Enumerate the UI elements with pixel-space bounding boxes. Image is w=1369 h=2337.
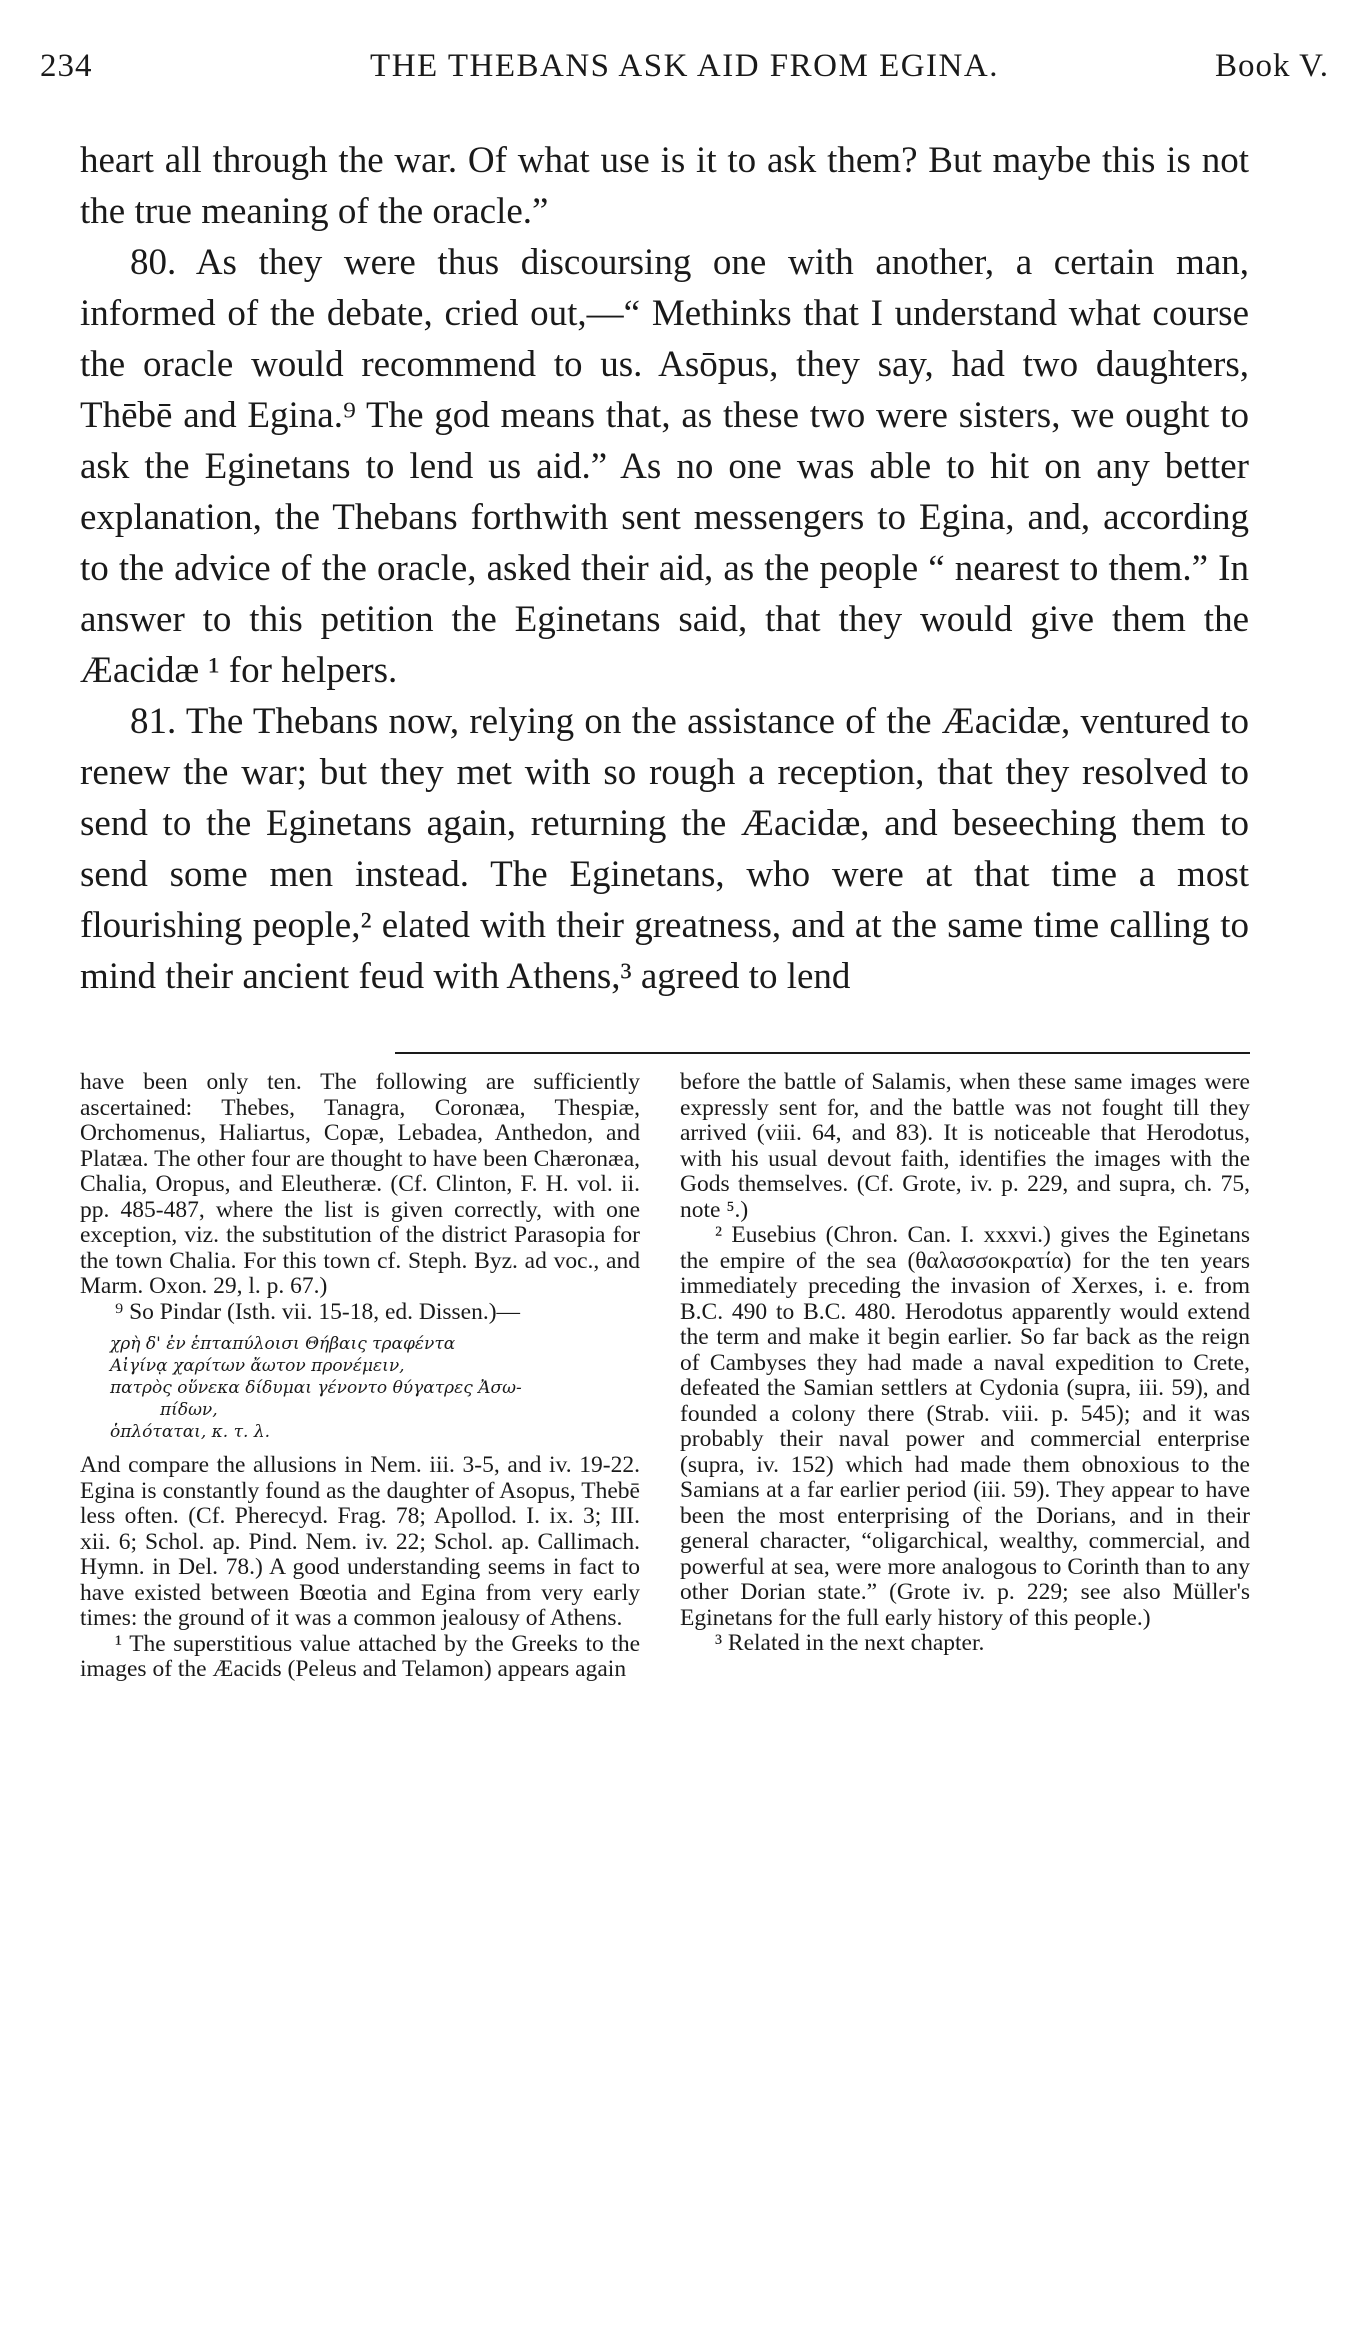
- footnote-1-continuation: before the battle of Salamis, when these same images were expressly sent for, and the battle was not fought till they arrived (viii. 64, and 83). It is noticeable that Herodotus, with his usual devout faith, identifies the images with the Gods themselves. (Cf. Grote, iv. p. 229, and supra, ch. 75, note ⁵.): [680, 1069, 1250, 1223]
- running-title: THE THEBANS ASK AID FROM EGINA.: [370, 48, 999, 84]
- greek-line: Αἰγίνᾳ χαρίτων ἄωτον προνέμειν,: [110, 1356, 405, 1376]
- footnote-2: ² Eusebius (Chron. Can. I. xxxvi.) gives the Eginetans the empire of the sea (θαλασσοκρατία) for the ten years immediately preceding the invasion of Xerxes, i. e. from B.C. 490 to B.C. 480. Herodotus apparently would extend the term and make it begin earlier. So far back as the reign of Cambyses they had made a naval expedition to Crete, defeated the Samian settlers at Cydonia (supra, iii. 59), and founded a colony there (Strab. viii. p. 545); and it was probably their naval power and commercial enterprise (supra, iv. 152) which had made them obnoxious to the Samians at a far earlier period (iii. 59). They appear to have been the most enterprising of the Dorians, and in their general character, “oligarchical, wealthy, commercial, and powerful at sea, were more analogous to Corinth than to any other Dorian state.” (Grote iv. p. 229; see also Müller's Eginetans for the full early history of this people.): [680, 1222, 1250, 1631]
- running-header: [40, 48, 1329, 108]
- paragraph-continuation: heart all through the war. Of what use is it to ask them? But maybe this is not the true meaning of the oracle.”: [80, 140, 1249, 232]
- greek-line: πίδων,: [160, 1400, 218, 1420]
- footnote-3: ³ Related in the next chapter.: [715, 1630, 985, 1656]
- footnote-rule: [395, 1052, 1250, 1054]
- greek-line: ὁπλόταται, κ. τ. λ.: [110, 1422, 271, 1442]
- footnote-9: ⁹ So Pindar (Isth. vii. 15-18, ed. Dissen.)—: [115, 1298, 521, 1325]
- main-text: [80, 135, 1249, 1002]
- page-number: 234: [40, 48, 93, 84]
- book-label: Book V.: [1215, 48, 1329, 84]
- greek-line: χρὴ δ' ἐν ἑπταπύλοισι Θήβαις τραφέντα: [110, 1334, 456, 1354]
- paragraph-section-80: 80. As they were thus discoursing one with another, a certain man, informed of the debate, cried out,—“ Methinks that I understand what course the oracle would recommend to us. Asōpus, they say, had two daughters, Thēbē and Egina.⁹ The god means that, as these two were sisters, we ought to ask the Eginetans to lend us aid.” As no one was able to hit on any better explanation, the Thebans forthwith sent messengers to Egina, and, according to the advice of the oracle, asked their aid, as the people “ nearest to them.” In answer to this petition the Eginetans said, that they would give them the Æacidæ ¹ for helpers.: [80, 242, 1249, 691]
- paragraph-section-81: 81. The Thebans now, relying on the assistance of the Æacidæ, ventured to renew the war; but they met with so rough a reception, that they resolved to send to the Eginetans again, returning the Æacidæ, and beseeching them to send some men instead. The Eginetans, who were at that time a most flourishing people,² elated with their greatness, and at the same time calling to mind their ancient feud with Athens,³ agreed to lend: [80, 701, 1249, 997]
- footnotes-right-column: [680, 1070, 1250, 1657]
- greek-line: πατρὸς οὕνεκα δίδυμαι γένοντο θύγατρες Ἀσω-: [110, 1378, 522, 1398]
- footnote-9-continuation: And compare the allusions in Nem. iii. 3-5, and iv. 19-22. Egina is constantly found as the daughter of Asopus, Thebē less often. (Cf. Pherecyd. Frag. 78; Apollod. I. ix. 3; III. xii. 6; Schol. ap. Pind. Nem. iv. 22; Schol. ap. Callimach. Hymn. in Del. 78.) A good understanding seems in fact to have existed between Bœotia and Egina from very early times: the ground of it was a common jealousy of Athens.: [80, 1452, 640, 1631]
- footnotes-left-column: [80, 1070, 640, 1683]
- footnote-continuation: have been only ten. The following are sufficiently ascertained: Thebes, Tanagra, Coronæa, Thespiæ, Orchomenus, Haliartus, Copæ, Lebadea, Anthedon, and Platæa. The other four are thought to have been Chæronæa, Chalia, Oropus, and Eleutheræ. (Cf. Clinton, F. H. vol. ii. pp. 485-487, where the list is given correctly, with one exception, viz. the substitution of the district Parasopia for the town Chalia. For this town cf. Steph. Byz. ad voc., and Marm. Oxon. 29, l. p. 67.): [80, 1069, 640, 1299]
- greek-quotation: [80, 1333, 640, 1443]
- footnote-1: ¹ The superstitious value attached by the Greeks to the images of the Æacids (Peleus and Telamon) appears again: [80, 1630, 640, 1682]
